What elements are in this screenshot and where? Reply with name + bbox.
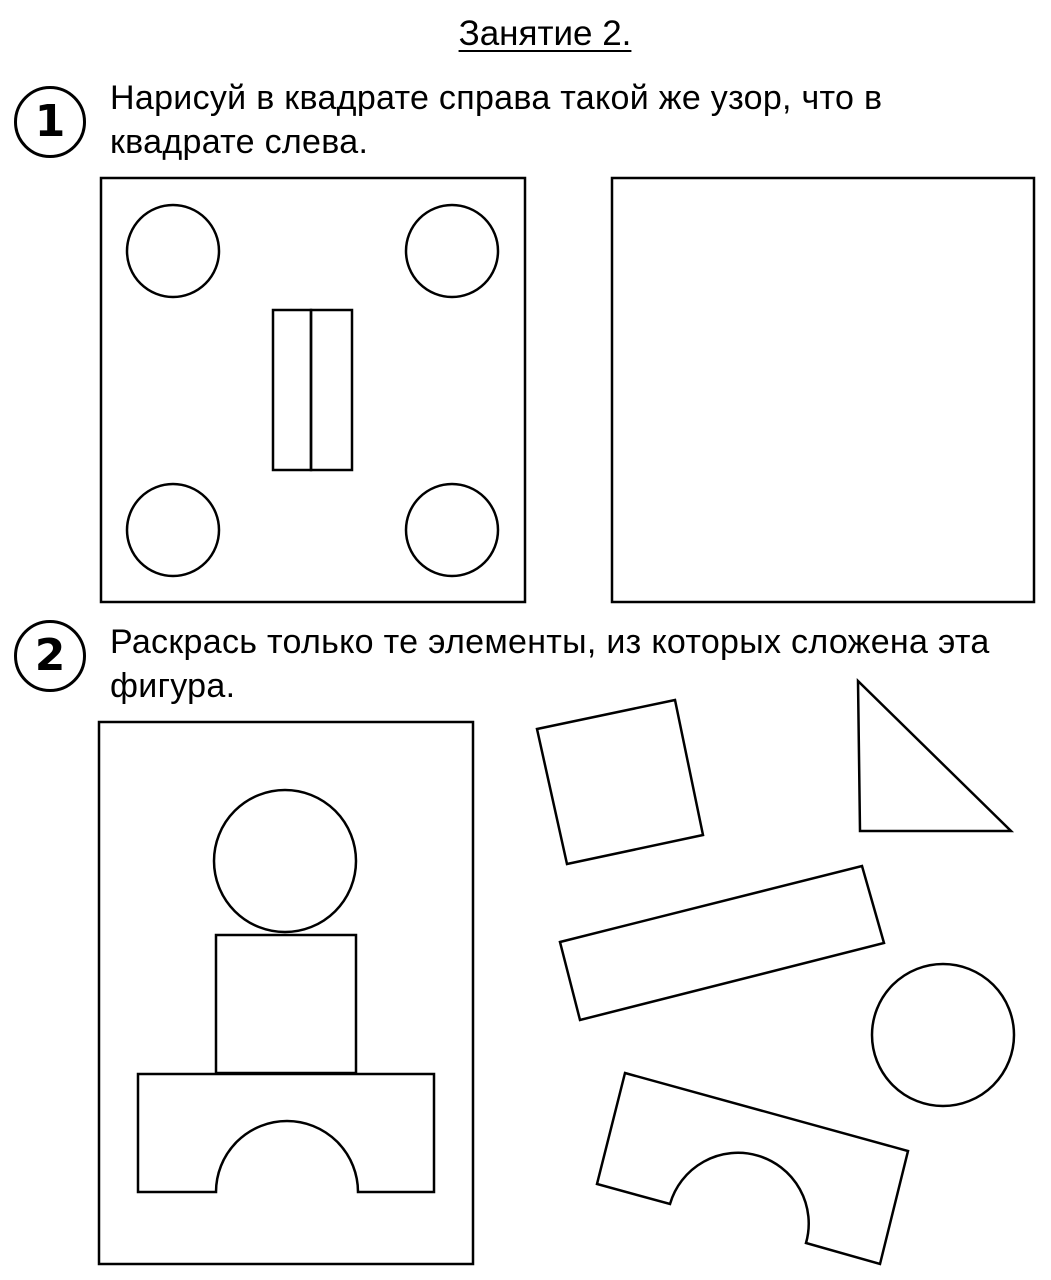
piece-arch[interactable] bbox=[597, 1073, 908, 1264]
task-2-instruction: Раскрась только те элементы, из которых сложена эта фигура. bbox=[110, 623, 990, 705]
piece-square[interactable] bbox=[537, 700, 703, 864]
sample-circle-top-right bbox=[406, 205, 498, 297]
figure-square bbox=[216, 935, 356, 1073]
task-1-empty-drawing-square[interactable] bbox=[612, 178, 1034, 602]
composed-figure-frame bbox=[99, 722, 473, 1264]
figure-arch-block bbox=[138, 1074, 434, 1192]
piece-circle[interactable] bbox=[872, 964, 1014, 1106]
sample-circle-bottom-left bbox=[127, 484, 219, 576]
task-1-instruction: Нарисуй в квадрате справа такой же узор, что в квадрате слева. bbox=[110, 79, 883, 161]
sample-circle-bottom-right bbox=[406, 484, 498, 576]
task-1-sample-square bbox=[101, 178, 525, 602]
sample-bar-right bbox=[311, 310, 352, 470]
sample-bar-left bbox=[273, 310, 311, 470]
task-2-number-badge: 2 bbox=[14, 620, 86, 692]
piece-triangle[interactable] bbox=[858, 681, 1011, 831]
piece-rectangle[interactable] bbox=[560, 866, 884, 1020]
task-2-composed-figure bbox=[99, 722, 473, 1264]
task-1-number-badge: 1 bbox=[14, 86, 86, 158]
figure-circle bbox=[214, 790, 356, 932]
sample-square-frame bbox=[101, 178, 525, 602]
sample-circle-top-left bbox=[127, 205, 219, 297]
page-title: Занятие 2. bbox=[458, 14, 632, 53]
